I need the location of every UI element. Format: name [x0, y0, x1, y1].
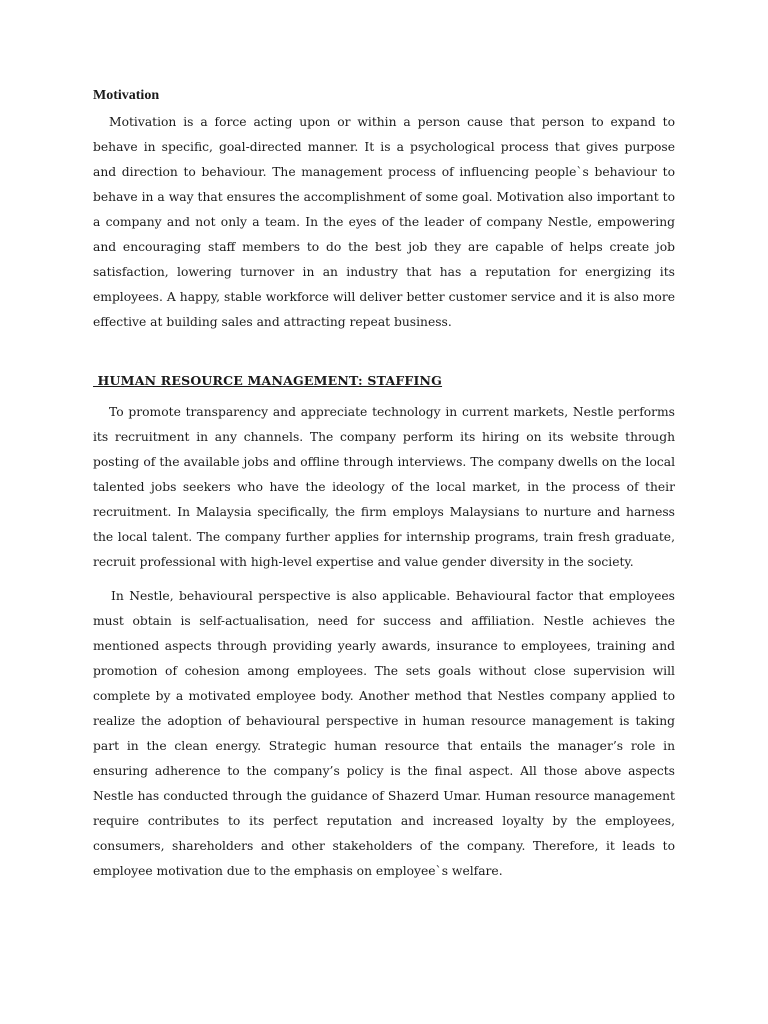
- section-spacer: [93, 335, 675, 371]
- document-page: [93, 86, 675, 884]
- hrm-staffing-heading: HUMAN RESOURCE MANAGEMENT: STAFFING: [93, 373, 443, 388]
- hrm-behavioural-paragraph: In Nestle, behavioural perspective is also applicable. Behavioural factor that employees must obtain is self-actualisation, need for success and affiliation. Nestle achieves the mentioned aspects through providing yearly awards, insurance to employees, training and promotion of cohesion among employees. The sets goals without close supervision will complete by a motivated employee body. Another method that Nestles company applied to realize the adoption of behavioural perspective in human resource management is taking part in the clean energy. Strategic human resource that entails the manager’s role in ensuring adherence to the company’s policy is the final aspect. All those above aspects Nestle has conducted through the guidance of Shazerd Umar. Human resource management require contributes to its perfect reputation and increased loyalty by the employees, consumers, shareholders and other stakeholders of the company. Therefore, it leads to employee motivation due to the emphasis on employee`s welfare.: [93, 589, 675, 878]
- motivation-paragraph: Motivation is a force acting upon or within a person cause that person to expand to behave in specific, goal-directed manner. It is a psychological process that gives purpose and direction to behaviour. The management process of influencing people`s behaviour to behave in a way that ensures the accomplishment of some goal. Motivation also important to a company and not only a team. In the eyes of the leader of company Nestle, empowering and encouraging staff members to do the best job they are capable of helps create job satisfaction, lowering turnover in an industry that has a reputation for energizing its employees. A happy, stable workforce will deliver better customer service and it is also more effective at building sales and attracting repeat business.: [93, 115, 675, 329]
- motivation-heading: Motivation: [93, 88, 160, 103]
- hrm-recruitment-paragraph: To promote transparency and appreciate technology in current markets, Nestle performs its recruitment in any channels. The company perform its hiring on its website through posting of the available jobs and offline through interviews. The company dwells on the local talented jobs seekers who have the ideology of the local market, in the process of their recruitment. In Malaysia specifically, the firm employs Malaysians to nurture and harness the local talent. The company further applies for internship programs, train fresh graduate, recruit professional with high-level expertise and value gender diversity in the society.: [93, 405, 675, 569]
- paragraph-spacer: [93, 575, 675, 584]
